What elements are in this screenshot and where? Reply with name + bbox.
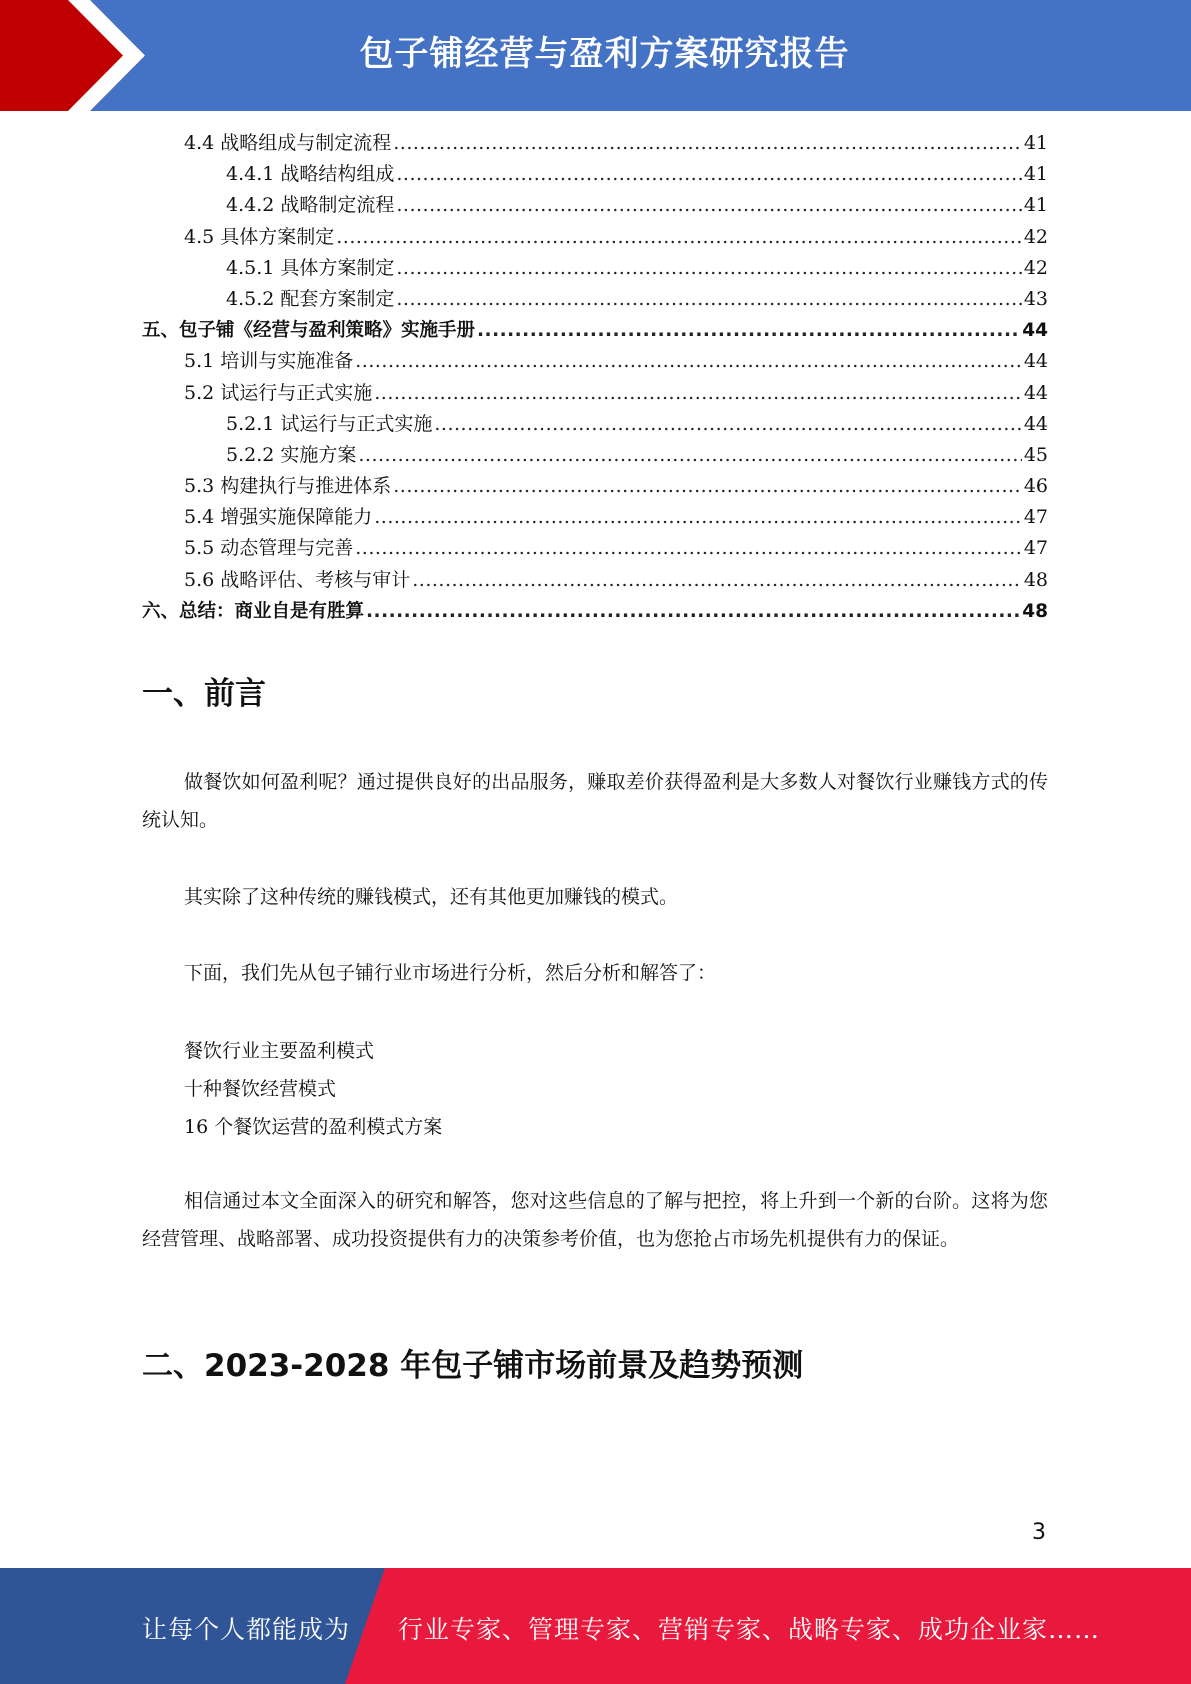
toc-entry[interactable] — [142, 502, 1048, 533]
toc-entry-label: 4.5.2 配套方案制定 — [226, 287, 395, 310]
toc-dot-leader — [355, 346, 1022, 377]
toc-entry-label: 4.5.1 具体方案制定 — [226, 256, 395, 279]
toc-entry-label: 5.2.2 实施方案 — [226, 443, 357, 466]
toc-entry-page: 41 — [1023, 194, 1048, 217]
toc-entry[interactable] — [142, 533, 1048, 564]
toc-entry-page: 44 — [1023, 381, 1048, 404]
footer-slogan-right: 行业专家、管理专家、营销专家、战略专家、成功企业家…… — [398, 1615, 1101, 1644]
toc-entry[interactable] — [142, 346, 1048, 377]
toc-entry-page: 41 — [1023, 163, 1048, 186]
toc-entry-label: 4.4.2 战略制定流程 — [226, 194, 395, 217]
toc-entry-label: 5.2 试运行与正式实施 — [184, 381, 373, 404]
toc-entry-page: 45 — [1023, 443, 1048, 466]
toc-entry-page: 44 — [1023, 412, 1048, 435]
toc-entry-page: 47 — [1023, 506, 1048, 529]
section-2-heading: 二、2023-2028 年包子铺市场前景及趋势预测 — [142, 1348, 804, 1384]
toc-entry-page: 47 — [1023, 537, 1048, 560]
table-of-contents — [142, 128, 1048, 627]
footer-slogan-left: 让每个人都能成为 — [142, 1615, 351, 1644]
toc-entry[interactable] — [142, 471, 1048, 502]
page-number: 3 — [1032, 1520, 1046, 1545]
header-title: 包子铺经营与盈利方案研究报告 — [359, 34, 850, 74]
paragraph-4: 相信通过本文全面深入的研究和解答，您对这些信息的了解与把控，将上升到一个新的台阶。这将为您经营管理、战略部署、成功投资提供有力的决策参考价值，也为您抢占市场先机提供有力的保证。 — [142, 1190, 1048, 1250]
paragraph-3: 下面，我们先从包子铺行业市场进行分析，然后分析和解答了： — [184, 962, 717, 984]
page-footer — [0, 1568, 1191, 1684]
toc-entry[interactable] — [142, 596, 1048, 627]
toc-dot-leader — [477, 315, 1020, 346]
toc-dot-leader — [393, 128, 1022, 159]
paragraph-1: 做餐饮如何盈利呢？通过提供良好的出品服务，赚取差价获得盈利是大多数人对餐饮行业赚钱方式的传统认知。 — [142, 771, 1048, 831]
toc-entry-label: 5.2.1 试运行与正式实施 — [226, 412, 433, 435]
toc-entry-label: 4.5 具体方案制定 — [184, 225, 335, 248]
toc-entry-page: 48 — [1023, 568, 1048, 591]
toc-entry[interactable] — [142, 440, 1048, 471]
list-item: 十种餐饮经营模式 — [184, 1078, 337, 1100]
toc-entry[interactable] — [142, 284, 1048, 315]
page-header — [0, 0, 1191, 111]
toc-dot-leader — [355, 533, 1022, 564]
toc-entry-label: 五、包子铺《经营与盈利策略》实施手册 — [142, 320, 476, 342]
toc-dot-leader — [396, 190, 1021, 221]
toc-entry-page: 48 — [1022, 600, 1048, 622]
toc-dot-leader — [366, 596, 1020, 627]
toc-entry[interactable] — [142, 190, 1048, 221]
toc-dot-leader — [374, 378, 1022, 409]
toc-entry-page: 41 — [1023, 132, 1048, 154]
toc-entry[interactable] — [142, 128, 1048, 159]
toc-entry-page: 42 — [1023, 256, 1048, 279]
toc-dot-leader — [358, 440, 1021, 471]
toc-entry-label: 4.4.1 战略结构组成 — [226, 163, 395, 186]
toc-dot-leader — [374, 502, 1022, 533]
toc-entry-label: 5.6 战略评估、考核与审计 — [184, 568, 411, 591]
toc-entry[interactable] — [142, 565, 1048, 596]
toc-entry[interactable] — [142, 315, 1048, 346]
toc-entry-label: 六、总结：商业自是有胜算 — [142, 600, 365, 622]
section-1-heading: 一、前言 — [142, 676, 266, 712]
toc-entry-label: 4.4 战略组成与制定流程 — [184, 132, 392, 154]
toc-entry-label: 5.5 动态管理与完善 — [184, 537, 354, 560]
paragraph-2: 其实除了这种传统的赚钱模式，还有其他更加赚钱的模式。 — [184, 886, 679, 908]
toc-dot-leader — [434, 409, 1021, 440]
toc-dot-leader — [396, 253, 1021, 284]
toc-entry[interactable] — [142, 409, 1048, 440]
toc-entry[interactable] — [142, 222, 1048, 253]
toc-dot-leader — [412, 565, 1022, 596]
toc-entry-label: 5.4 增强实施保障能力 — [184, 506, 373, 529]
toc-entry[interactable] — [142, 253, 1048, 284]
toc-dot-leader — [396, 284, 1021, 315]
list-item: 16 个餐饮运营的盈利模式方案 — [184, 1116, 443, 1138]
toc-entry-page: 44 — [1022, 320, 1048, 342]
toc-dot-leader — [336, 222, 1022, 253]
toc-dot-leader — [396, 159, 1021, 190]
toc-entry-page: 44 — [1023, 350, 1048, 373]
toc-dot-leader — [393, 471, 1022, 502]
toc-entry-page: 42 — [1023, 225, 1048, 248]
list-item: 餐饮行业主要盈利模式 — [184, 1040, 375, 1062]
toc-entry-page: 43 — [1023, 287, 1048, 310]
toc-entry-label: 5.3 构建执行与推进体系 — [184, 475, 392, 498]
toc-entry-page: 46 — [1023, 475, 1048, 498]
toc-entry[interactable] — [142, 378, 1048, 409]
toc-entry[interactable] — [142, 159, 1048, 190]
toc-entry-label: 5.1 培训与实施准备 — [184, 350, 354, 373]
